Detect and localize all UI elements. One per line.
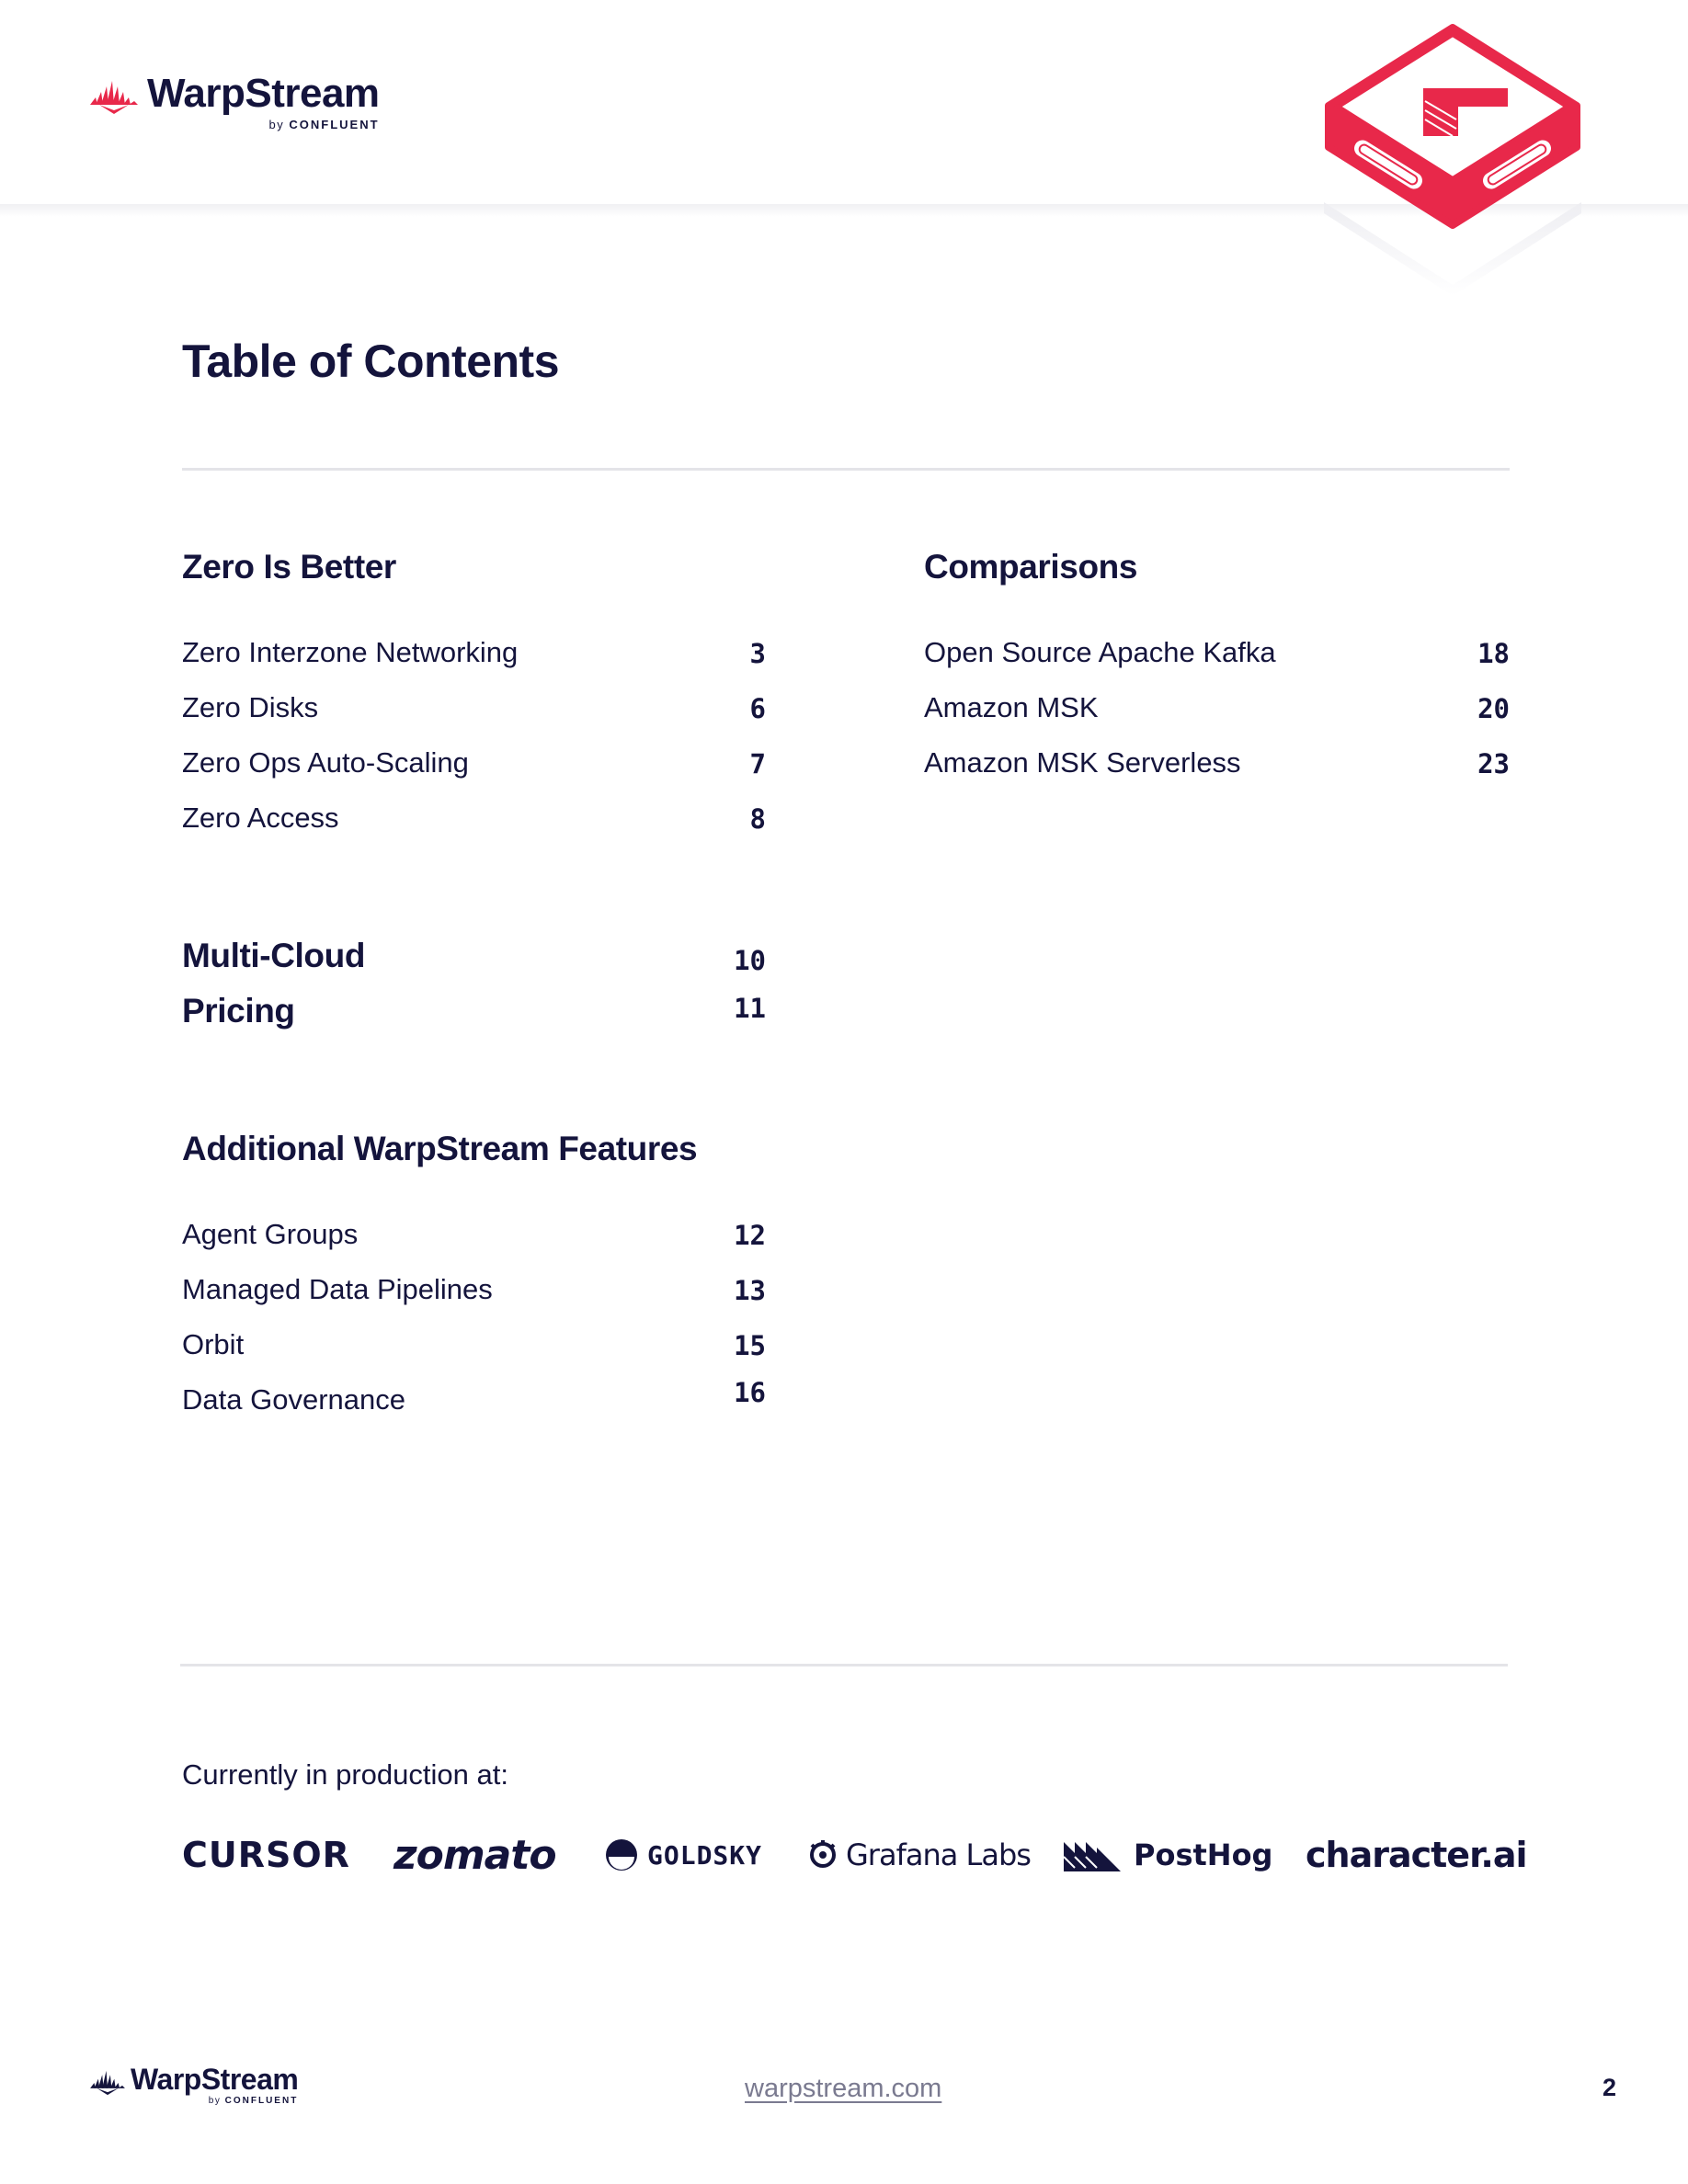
toc-entry-msk-serverless[interactable]: Amazon MSK Serverless [924, 746, 1241, 779]
toc-entry-data-pipelines[interactable]: Managed Data Pipelines [182, 1273, 493, 1305]
logo-byline: by CONFLUENT [268, 118, 380, 131]
toc-page-number: 15 [734, 1330, 766, 1361]
goldsky-icon [605, 1838, 638, 1871]
toc-page-number: 6 [749, 693, 766, 724]
toc-entry-orbit[interactable]: Orbit [182, 1328, 245, 1360]
toc-page-number: 18 [1477, 638, 1510, 669]
toc-page-number: 13 [734, 1275, 766, 1306]
header-logo[interactable] [90, 71, 380, 131]
footer-logo[interactable] [90, 2065, 298, 2106]
page-number: 2 [1602, 2074, 1616, 2101]
toc-entry-apache-kafka[interactable]: Open Source Apache Kafka [924, 636, 1276, 668]
customer-logo-character-ai: character.ai [1306, 1835, 1527, 1875]
toc-entry-agent-groups[interactable]: Agent Groups [182, 1218, 359, 1250]
toc-page-number: 7 [749, 748, 766, 779]
toc-page-number: 12 [734, 1220, 766, 1251]
toc-page-number: 23 [1477, 748, 1510, 779]
toc-page-number: 3 [749, 638, 766, 669]
section-heading-additional: Additional WarpStream Features [182, 1130, 698, 1167]
page-title: Table of Contents [182, 336, 560, 387]
toc-entry-zero-interzone[interactable]: Zero Interzone Networking [182, 636, 519, 668]
logo-byline: by CONFLUENT [208, 2096, 299, 2106]
logo-wordmark: WarpStream [131, 2063, 299, 2096]
customer-logo-grafana: Grafana Labs [807, 1829, 1031, 1881]
production-divider [180, 1664, 1508, 1666]
title-divider [182, 468, 1510, 471]
toc-page-number: 16 [734, 1377, 766, 1408]
footer-website-link[interactable]: warpstream.com [745, 2074, 942, 2103]
toc-entry-zero-ops[interactable]: Zero Ops Auto-Scaling [182, 746, 469, 779]
customer-logo-posthog: PostHog [1064, 1829, 1272, 1881]
toc-entry-zero-disks[interactable]: Zero Disks [182, 691, 319, 723]
toc-entry-zero-access[interactable]: Zero Access [182, 802, 339, 834]
toc-entry-data-governance[interactable]: Data Governance [182, 1383, 405, 1416]
section-heading-zero: Zero Is Better [182, 548, 396, 586]
toc-entry-pricing[interactable]: Pricing [182, 992, 295, 1029]
grafana-icon [807, 1839, 838, 1871]
posthog-icon [1064, 1838, 1123, 1871]
customer-logo-cursor: CURSOR [182, 1835, 350, 1875]
warpstream-mark-icon [90, 2068, 125, 2098]
logo-wordmark: WarpStream [147, 71, 380, 116]
toc-entry-amazon-msk[interactable]: Amazon MSK [924, 691, 1099, 723]
customer-logo-goldsky: GOLDSKY [605, 1829, 762, 1881]
customer-logo-zomato: zomato [393, 1831, 556, 1879]
toc-page-number: 10 [734, 945, 766, 976]
section-heading-comparisons: Comparisons [924, 548, 1138, 586]
toc-page-number: 20 [1477, 693, 1510, 724]
toc-page-number: 11 [734, 993, 766, 1024]
warpstream-mark-icon [90, 77, 138, 118]
toc-page-number: 8 [749, 803, 766, 835]
toc-entry-multi-cloud[interactable]: Multi-Cloud [182, 937, 366, 974]
production-label: Currently in production at: [182, 1758, 508, 1791]
warpstream-box-icon [1306, 18, 1600, 294]
